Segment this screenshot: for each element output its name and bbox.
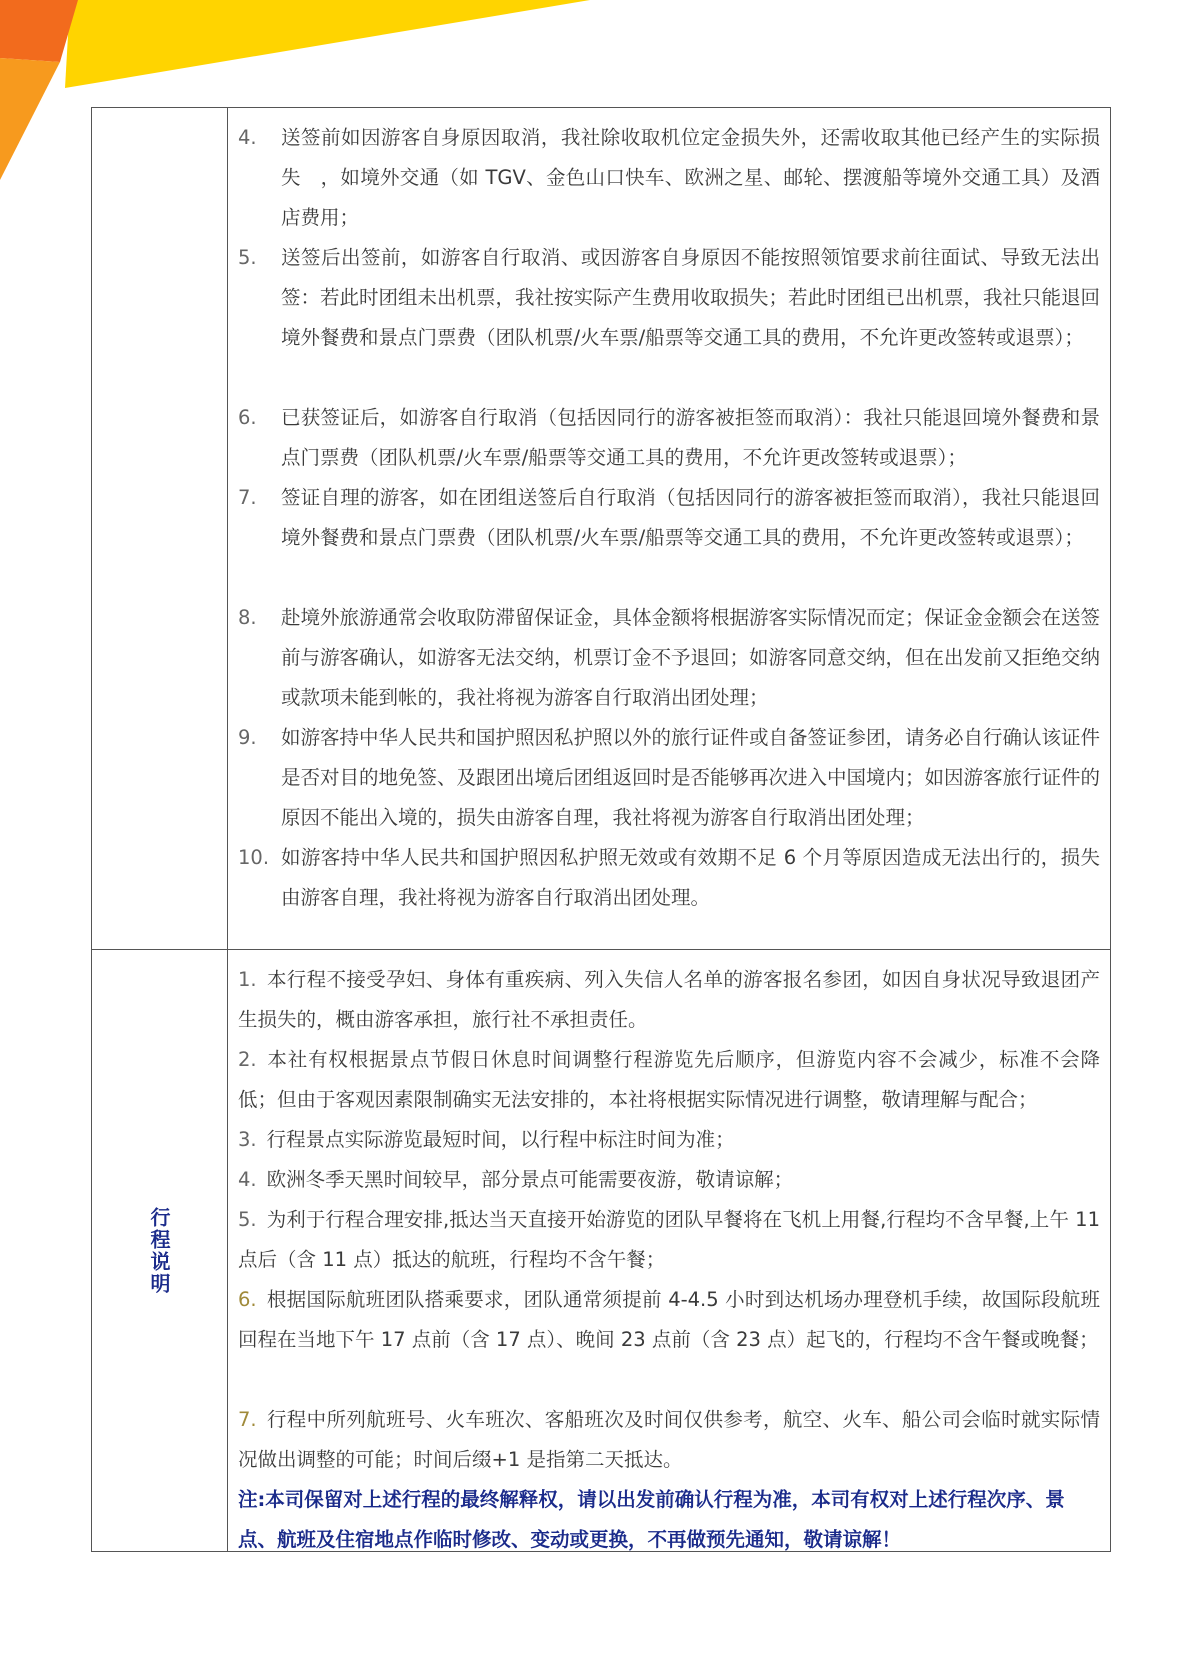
amber-corner-shape	[0, 58, 60, 180]
item-text: 行程景点实际游览最短时间，以行程中标注时间为准；	[266, 1128, 735, 1151]
list-item	[238, 1040, 1100, 1120]
item-text: 本社有权根据景点节假日休息时间调整行程游览先后顺序，但游览内容不会减少，标准不会降低；但由于客观因素限制确实无法安排的，本社将根据实际情况进行调整，敬请理解与配合；	[238, 1048, 1100, 1111]
row-label-cell	[92, 108, 228, 949]
item-text: 欧洲冬季天黑时间较早，部分景点可能需要夜游，敬请谅解；	[266, 1168, 794, 1191]
item-number: 1.	[238, 968, 257, 991]
table-row-cancellation	[92, 108, 1110, 950]
item-number: 5.	[238, 246, 257, 269]
list-item	[238, 1160, 1100, 1200]
cancellation-terms-cell	[228, 108, 1110, 949]
orange-corner-shape	[0, 0, 78, 62]
list-item	[238, 1280, 1100, 1360]
item-number: 4.	[238, 126, 257, 149]
section-label: 行程说明	[147, 1206, 171, 1295]
item-number: 7.	[238, 1408, 257, 1431]
item-text: 行程中所列航班号、火车班次、客船班次及时间仅供参考，航空、火车、船公司会临时就实际情况做出调整的可能；时间后缀+1 是指第二天抵达。	[238, 1408, 1100, 1471]
disclaimer-note: 注:本司保留对上述行程的最终解释权，请以出发前确认行程为准，本司有权对上述行程次序、景点、航班及住宿地点作临时修改、变动或更换，不再做预先通知，敬请谅解！	[238, 1488, 1065, 1551]
item-text: 如游客持中华人民共和国护照因私护照以外的旅行证件或自备签证参团，请务必自行确认该证件是否对目的地免签、及跟团出境后团组返回时是否能够再次进入中国境内；如因游客旅行证件的原因不能出入境的，损失由游客自理，我社将视为游客自行取消出团处理；	[281, 726, 1101, 829]
item-text: 送签后出签前，如游客自行取消、或因游客自身原因不能按照领馆要求前往面试、导致无法出签：若此时团组未出机票，我社按实际产生费用收取损失；若此时团组已出机票，我社只能退回境外餐费和景点门票费（团队机票/火车票/船票等交通工具的费用，不允许更改签转或退票）；	[281, 246, 1101, 349]
item-number: 8.	[238, 606, 257, 629]
list-item	[238, 960, 1100, 1040]
item-text: 如游客持中华人民共和国护照因私护照无效或有效期不足 6 个月等原因造成无法出行的，损失由游客自理，我社将视为游客自行取消出团处理。	[281, 846, 1100, 909]
item-text: 赴境外旅游通常会收取防滞留保证金，具体金额将根据游客实际情况而定；保证金金额会在送签前与游客确认，如游客无法交纳，机票订金不予退回；如游客同意交纳，但在出发前又拒绝交纳或款项未能到帐的，我社将视为游客自行取消出团处理；	[281, 606, 1101, 709]
item-number: 6.	[238, 406, 257, 429]
item-number: 2.	[238, 1048, 257, 1071]
itinerary-notes-cell	[228, 950, 1110, 1551]
item-text: 根据国际航班团队搭乘要求，团队通常须提前 4-4.5 小时到达机场办理登机手续，故国际段航班回程在当地下午 17 点前（含 17 点）、晚间 23 点前（含 23 点）起飞的，行程均不含午餐或晚餐；	[238, 1288, 1100, 1351]
list-item	[238, 1400, 1100, 1480]
item-number: 3.	[238, 1128, 257, 1151]
yellow-banner-shape	[65, 0, 590, 88]
row-label-cell	[92, 950, 228, 1551]
item-number: 7.	[238, 486, 257, 509]
item-text: 已获签证后，如游客自行取消（包括因同行的游客被拒签而取消）：我社只能退回境外餐费和景点门票费（团队机票/火车票/船票等交通工具的费用，不允许更改签转或退票）；	[281, 406, 1100, 469]
item-number: 5.	[238, 1208, 257, 1231]
item-text: 为利于行程合理安排,抵达当天直接开始游览的团队早餐将在飞机上用餐,行程均不含早餐,上午 11 点后（含 11 点）抵达的航班，行程均不含午餐；	[238, 1208, 1100, 1271]
item-text: 送签前如因游客自身原因取消，我社除收取机位定金损失外，还需收取其他已经产生的实际损失 ，如境外交通（如 TGV、金色山口快车、欧洲之星、邮轮、摆渡船等境外交通工具）及酒店费用；	[281, 126, 1100, 229]
table-row-itinerary-notes	[92, 950, 1110, 1551]
item-text: 本行程不接受孕妇、身体有重疾病、列入失信人名单的游客报名参团，如因自身状况导致退团产生损失的，概由游客承担，旅行社不承担责任。	[238, 968, 1100, 1031]
item-number: 9.	[238, 726, 257, 749]
list-item	[238, 1120, 1100, 1160]
list-item	[238, 1200, 1100, 1280]
item-number: 10.	[238, 846, 270, 869]
terms-table	[91, 107, 1111, 1552]
item-number: 4.	[238, 1168, 257, 1191]
item-number: 6.	[238, 1288, 257, 1311]
item-text: 签证自理的游客，如在团组送签后自行取消（包括因同行的游客被拒签而取消），我社只能退回境外餐费和景点门票费（团队机票/火车票/船票等交通工具的费用，不允许更改签转或退票）；	[281, 486, 1100, 549]
